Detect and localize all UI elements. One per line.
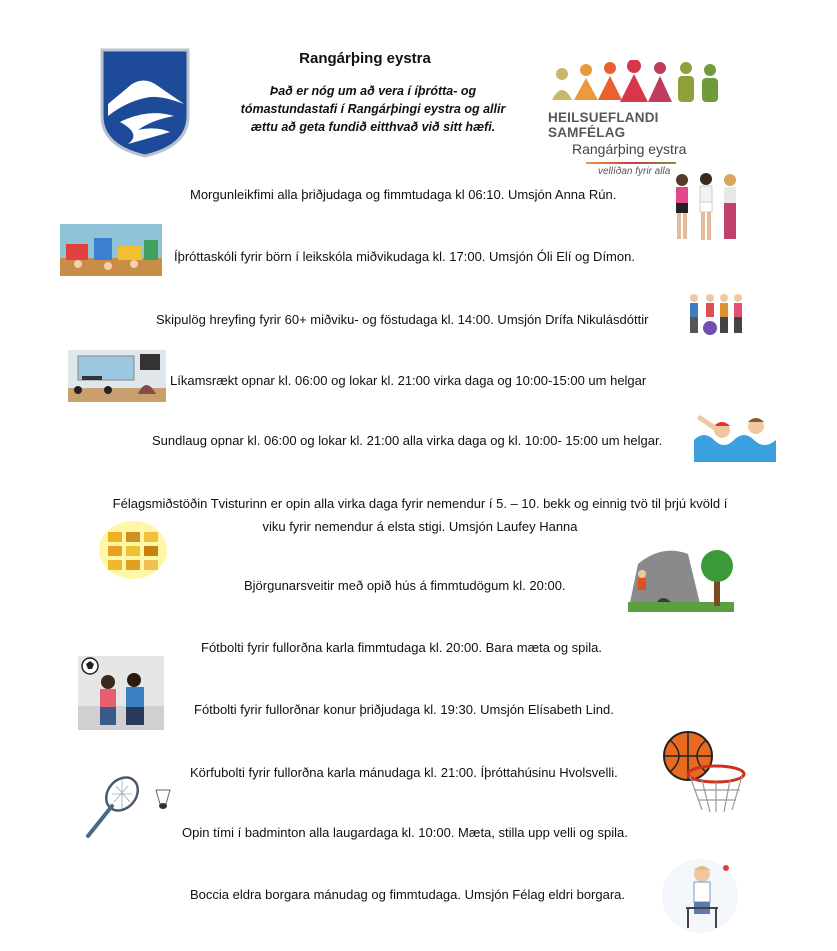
intro-text: Það er nóg um að vera í íþrótta- og tómastundastafi í Rangárþingi eystra og allir ættu að geta fundið eitthvað við sitt hæfi. bbox=[240, 84, 506, 134]
gym-room-icon bbox=[68, 350, 166, 402]
youth-center-icon bbox=[98, 520, 168, 580]
activity-pool-hours: Sundlaug opnar kl. 06:00 og lokar kl. 21:00 alla virka daga og kl. 10:00- 15:00 um helgar. bbox=[152, 433, 663, 448]
activity-kids-sports-school: Íþróttaskóli fyrir börn í leikskóla miðvikudaga kl. 17:00. Umsjón Óli Elí og Dímon. bbox=[174, 249, 635, 264]
basketball-hoop-icon bbox=[658, 730, 750, 814]
activity-mens-football: Fótbolti fyrir fullorðna karla fimmtudaga kl. 20:00. Bara mæta og spila. bbox=[201, 640, 603, 655]
logo-divider bbox=[586, 162, 676, 164]
logo-line2: Rangárþing eystra bbox=[572, 141, 687, 157]
activity-boccia: Boccia eldra borgara mánudag og fimmtudaga. Umsjón Félag eldri borgara. bbox=[190, 887, 626, 902]
rescue-climbing-icon bbox=[628, 544, 734, 612]
swimming-icon bbox=[692, 400, 778, 464]
football-couple-icon bbox=[78, 656, 164, 730]
logo-line3: vellíðan fyrir alla bbox=[598, 166, 671, 177]
activity-morning-gym: Morgunleikfimi alla þriðjudaga og fimmtudaga kl 06:10. Umsjón Anna Rún. bbox=[190, 187, 617, 202]
municipal-crest-logo bbox=[98, 46, 192, 158]
kids-gym-icon bbox=[60, 224, 162, 276]
activity-badminton: Opin tími í badminton alla laugardaga kl. 10:00. Mæta, stilla upp velli og spila. bbox=[182, 825, 628, 840]
seniors-exercise-icon bbox=[686, 292, 746, 338]
activity-womens-football: Fótbolti fyrir fullorðnar konur þriðjudaga kl. 19:30. Umsjón Elísabeth Lind. bbox=[194, 702, 614, 717]
fitness-women-icon bbox=[668, 172, 744, 244]
activity-rescue-team: Björgunarsveitir með opið hús á fimmtudögum kl. 20:00. bbox=[244, 578, 566, 593]
healthy-community-logo bbox=[548, 60, 738, 177]
activity-youth-center: Félagsmiðstöðin Tvisturinn er opin alla virka daga fyrir nemendur í 5. – 10. bekk og einnig tvö til þrjú kvöld í viku fyrir nemendur á elsta stigi. Umsjón Laufey Hanna bbox=[112, 496, 728, 534]
activity-gym-hours: Líkamsrækt opnar kl. 06:00 og lokar kl. 21:00 virka daga og 10:00-15:00 um helgar bbox=[170, 373, 647, 388]
people-figures-icon bbox=[548, 60, 728, 108]
badminton-racket-icon bbox=[82, 776, 182, 840]
boccia-player-icon bbox=[660, 856, 740, 934]
logo-line1: HEILSUEFLANDI SAMFÉLAG bbox=[548, 110, 659, 140]
page-title: Rangárþing eystra bbox=[299, 50, 431, 67]
activity-seniors-movement: Skipulög hreyfing fyrir 60+ miðviku- og föstudaga kl. 14:00. Umsjón Drífa Nikulásdóttir bbox=[156, 312, 649, 327]
activity-mens-basketball: Körfubolti fyrir fullorðna karla mánudaga kl. 21:00. Íþróttahúsinu Hvolsvelli. bbox=[190, 765, 618, 780]
